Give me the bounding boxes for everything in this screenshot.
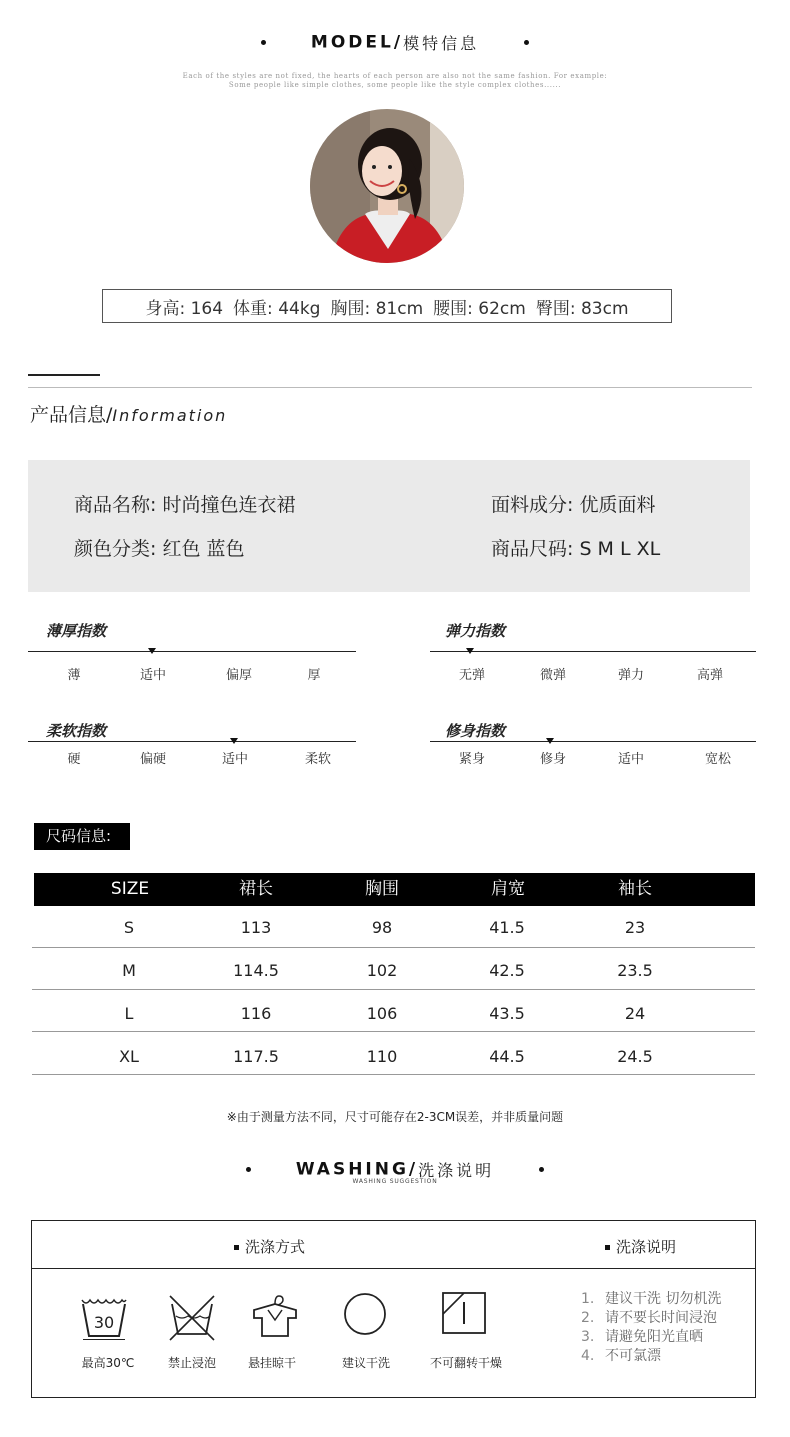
product-colors: 颜色分类: 红色 蓝色 (74, 538, 245, 560)
size-table-header (34, 873, 755, 906)
dry-clean-icon (343, 1292, 387, 1340)
model-subtitle-line2: Some people like simple clothes, some people like the style complex clothes...... (228, 81, 562, 89)
thickness-option: 适中 (139, 668, 167, 683)
table-row-divider (32, 989, 755, 990)
fit-index-marker (546, 738, 554, 744)
elasticity-option: 弹力 (617, 668, 645, 683)
wash-30-icon (80, 1296, 128, 1344)
elasticity-option: 微弹 (539, 668, 567, 683)
thickness-option: 厚 (307, 668, 321, 683)
size-table-header-cell: 裙长 (239, 879, 273, 899)
size-cell: 102 (366, 961, 398, 980)
size-cell: 41.5 (489, 918, 525, 937)
washing-box-divider (31, 1268, 756, 1269)
fit-option: 紧身 (458, 752, 486, 767)
thickness-index-title: 薄厚指数 (46, 622, 107, 640)
wash-icon-label: 建议干洗 (341, 1356, 391, 1370)
thickness-index-line (28, 651, 356, 652)
size-cell: 42.5 (489, 961, 525, 980)
size-cell: 23 (624, 918, 646, 937)
washing-instructions-header: 洗涤说明 (605, 1236, 676, 1257)
fit-option: 修身 (539, 752, 567, 767)
fit-option: 适中 (617, 752, 645, 767)
measure-hip: 臀围: 83cm (535, 298, 629, 319)
model-subtitle (0, 72, 790, 90)
softness-option: 偏硬 (139, 752, 167, 767)
product-info-title: 产品信息/Information (30, 404, 228, 426)
size-cell: 44.5 (489, 1047, 525, 1066)
elasticity-index-line (430, 651, 756, 652)
size-table-header-cell: SIZE (110, 879, 150, 899)
measure-bust: 胸围: 81cm (330, 298, 424, 319)
elasticity-option: 高弹 (696, 668, 724, 683)
list-item: 1. 建议干洗 切勿机洗 (581, 1291, 722, 1307)
size-cell: 106 (366, 1004, 398, 1023)
table-row-divider (32, 1074, 755, 1075)
hang-dry-icon (250, 1290, 300, 1344)
thickness-option: 薄 (67, 668, 81, 683)
size-cell: 43.5 (489, 1004, 525, 1023)
size-cell: 98 (371, 918, 393, 937)
no-soak-icon (168, 1294, 216, 1346)
list-item: 2. 请不要长时间浸泡 (581, 1310, 717, 1326)
wash-icon-label: 不可翻转干燥 (429, 1356, 503, 1370)
elasticity-index-marker (466, 648, 474, 654)
model-section-header (0, 31, 790, 54)
list-item: 3. 请避免阳光直晒 (581, 1329, 703, 1345)
softness-option: 适中 (221, 752, 249, 767)
product-name: 商品名称: 时尚撞色连衣裙 (74, 494, 296, 516)
product-fabric: 面料成分: 优质面料 (491, 494, 656, 516)
size-table-header-cell: 肩宽 (491, 879, 525, 899)
product-info-panel (28, 460, 750, 592)
size-table-header-cell: 胸围 (365, 879, 399, 899)
size-disclaimer: ※由于测量方法不同，尺寸可能存在2-3CM误差，并非质量问题 (226, 1110, 564, 1124)
softness-index-title: 柔软指数 (46, 722, 107, 740)
size-cell: L (124, 1004, 134, 1023)
table-row-divider (32, 947, 755, 948)
size-cell: 110 (366, 1047, 398, 1066)
size-cell: M (122, 961, 136, 980)
bullet-dot (524, 40, 529, 45)
thickness-option: 偏厚 (225, 668, 253, 683)
elasticity-option: 无弹 (458, 668, 486, 683)
no-tumble-dry-icon (442, 1292, 486, 1338)
section-rule-long (28, 387, 752, 388)
product-sizes: 商品尺码: S M L XL (491, 538, 661, 560)
size-info-tag: 尺码信息: (34, 823, 130, 850)
model-avatar (310, 109, 464, 263)
wash-icon-label: 悬挂晾干 (247, 1356, 297, 1370)
section-rule-short (28, 374, 100, 376)
measure-height: 身高: 164 (145, 298, 224, 319)
softness-index-line (28, 741, 356, 742)
washing-title-en: WASHING/ (295, 1159, 419, 1180)
thickness-index-marker (148, 648, 156, 654)
softness-option: 柔软 (304, 752, 332, 767)
fit-index-line (430, 741, 756, 742)
table-row-divider (32, 1031, 755, 1032)
bullet-dot (246, 1167, 251, 1172)
measure-waist: 腰围: 62cm (433, 298, 526, 319)
size-cell: S (123, 918, 135, 937)
measure-weight: 体重: 44kg (233, 298, 321, 319)
size-table-header-cell: 袖长 (618, 879, 652, 899)
square-bullet (234, 1245, 239, 1250)
bullet-dot (539, 1167, 544, 1172)
softness-option: 硬 (67, 752, 81, 767)
size-cell: 114.5 (233, 961, 279, 980)
wash-icon-label: 禁止浸泡 (167, 1356, 217, 1370)
wash-icon-label: 最高30℃ (81, 1356, 135, 1370)
model-title-en: MODEL/ (310, 32, 404, 53)
size-cell: XL (119, 1047, 139, 1066)
washing-subtitle: WASHING SUGGESTION (352, 1178, 438, 1185)
model-title-cn: 模特信息 (403, 34, 480, 53)
fit-index-title: 修身指数 (445, 722, 506, 740)
model-subtitle-line1: Each of the styles are not fixed, the hearts of each person are also not the same fashion. For example: (182, 72, 608, 80)
wash-temp-number: 30 (93, 1313, 115, 1332)
elasticity-index-title: 弹力指数 (445, 622, 506, 640)
list-item: 4. 不可氯漂 (581, 1348, 661, 1364)
bullet-dot (261, 40, 266, 45)
size-cell: 117.5 (233, 1047, 279, 1066)
size-cell: 113 (240, 918, 272, 937)
washing-methods-header: 洗涤方式 (234, 1236, 305, 1257)
model-measurements (102, 289, 672, 323)
washing-title-cn: 洗涤说明 (418, 1161, 495, 1180)
fit-option: 宽松 (704, 752, 732, 767)
softness-index-marker (230, 738, 238, 744)
square-bullet (605, 1245, 610, 1250)
size-cell: 23.5 (617, 961, 653, 980)
size-cell: 24.5 (617, 1047, 653, 1066)
size-cell: 116 (240, 1004, 272, 1023)
size-cell: 24 (624, 1004, 646, 1023)
washing-instructions-list (581, 1290, 721, 1366)
